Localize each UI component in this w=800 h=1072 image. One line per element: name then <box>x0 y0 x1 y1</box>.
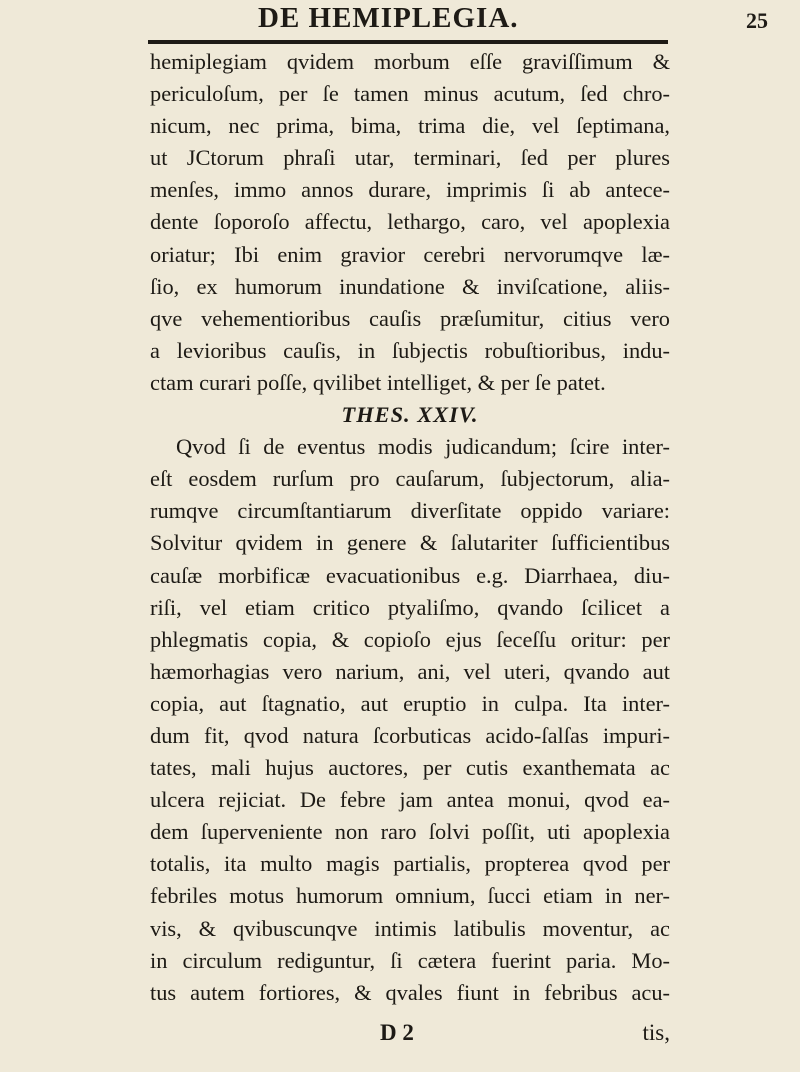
running-title: DE HEMIPLEGIA. <box>258 2 519 34</box>
text-line: ut JCtorum phraſi utar, terminari, ſed per plures <box>150 145 670 171</box>
text-line: copia, aut ſtagnatio, aut eruptio in culpa. Ita inter- <box>150 690 670 716</box>
text-line: dem ſuperveniente non raro ſolvi poſſit, uti apoplexia <box>150 819 670 845</box>
text-line: tus autem fortiores, & qvales fiunt in febribus acu- <box>150 979 670 1005</box>
text-line: ctam curari poſſe, qvilibet intelliget, & per ſe patet. <box>150 369 606 395</box>
text-line: vis, & qvibuscunqve intimis latibulis moventur, ac <box>150 915 670 941</box>
text-line: hemiplegiam qvidem morbum eſſe graviſſimum & <box>150 49 670 74</box>
text-line: ſio, ex humorum inundatione & inviſcatione, aliis- <box>150 273 670 299</box>
text-line: in circulum rediguntur, ſi cætera fuerint paria. Mo- <box>150 947 670 973</box>
header-rule <box>148 40 668 44</box>
text-line: a levioribus cauſis, in ſubjectis robuſtioribus, indu- <box>150 337 670 363</box>
text-line: riſi, vel etiam critico ptyaliſmo, qvando ſcilicet a <box>150 594 670 620</box>
signature-mark: D 2 <box>380 1020 414 1045</box>
running-header <box>0 0 800 34</box>
text-line: Solvitur qvidem in genere & ſalutariter ſufficientibus <box>150 530 670 556</box>
catchword: tis, <box>642 1020 670 1045</box>
text-line: cauſæ morbificæ evacuationibus e.g. Diarrhaea, diu- <box>150 562 670 588</box>
text-line: eſt eosdem rurſum pro cauſarum, ſubjectorum, alia- <box>150 466 670 492</box>
text-line: Qvod ſi de eventus modis judicandum; ſcire inter- <box>176 434 670 460</box>
text-line: qve vehementioribus cauſis præſumitur, citius vero <box>150 305 670 331</box>
text-line: hæmorhagias vero narium, ani, vel uteri, qvando aut <box>150 658 670 684</box>
page-footer <box>150 1020 670 1052</box>
text-line: nicum, nec prima, bima, trima die, vel ſeptimana, <box>150 113 670 139</box>
text-line: oriatur; Ibi enim gravior cerebri nervorumqve læ- <box>150 241 670 267</box>
text-line: tates, mali hujus auctores, per cutis exanthemata ac <box>150 755 670 781</box>
text-line: dum fit, qvod natura ſcorbuticas acido-ſalſas impuri- <box>150 722 670 748</box>
text-line: periculoſum, per ſe tamen minus acutum, ſed chro- <box>150 81 670 107</box>
thesis-heading: THES. XXIV. <box>341 402 479 428</box>
text-line: phlegmatis copia, & copioſo ejus ſeceſſu oritur: per <box>150 626 670 652</box>
page-number: 25 <box>746 8 768 33</box>
text-line: menſes, immo annos durare, imprimis ſi ab antece- <box>150 177 670 203</box>
text-line: rumqve circumſtantiarum diverſitate oppido variare: <box>150 498 670 524</box>
body-text <box>150 46 670 1009</box>
text-line: totalis, ita multo magis partialis, propterea qvod per <box>150 851 670 877</box>
text-line: ulcera rejiciat. De febre jam antea monui, qvod ea- <box>150 787 670 813</box>
text-line: febriles motus humorum omnium, ſucci etiam in ner- <box>150 883 670 909</box>
text-line: dente ſoporoſo affectu, lethargo, caro, vel apoplexia <box>150 209 670 235</box>
